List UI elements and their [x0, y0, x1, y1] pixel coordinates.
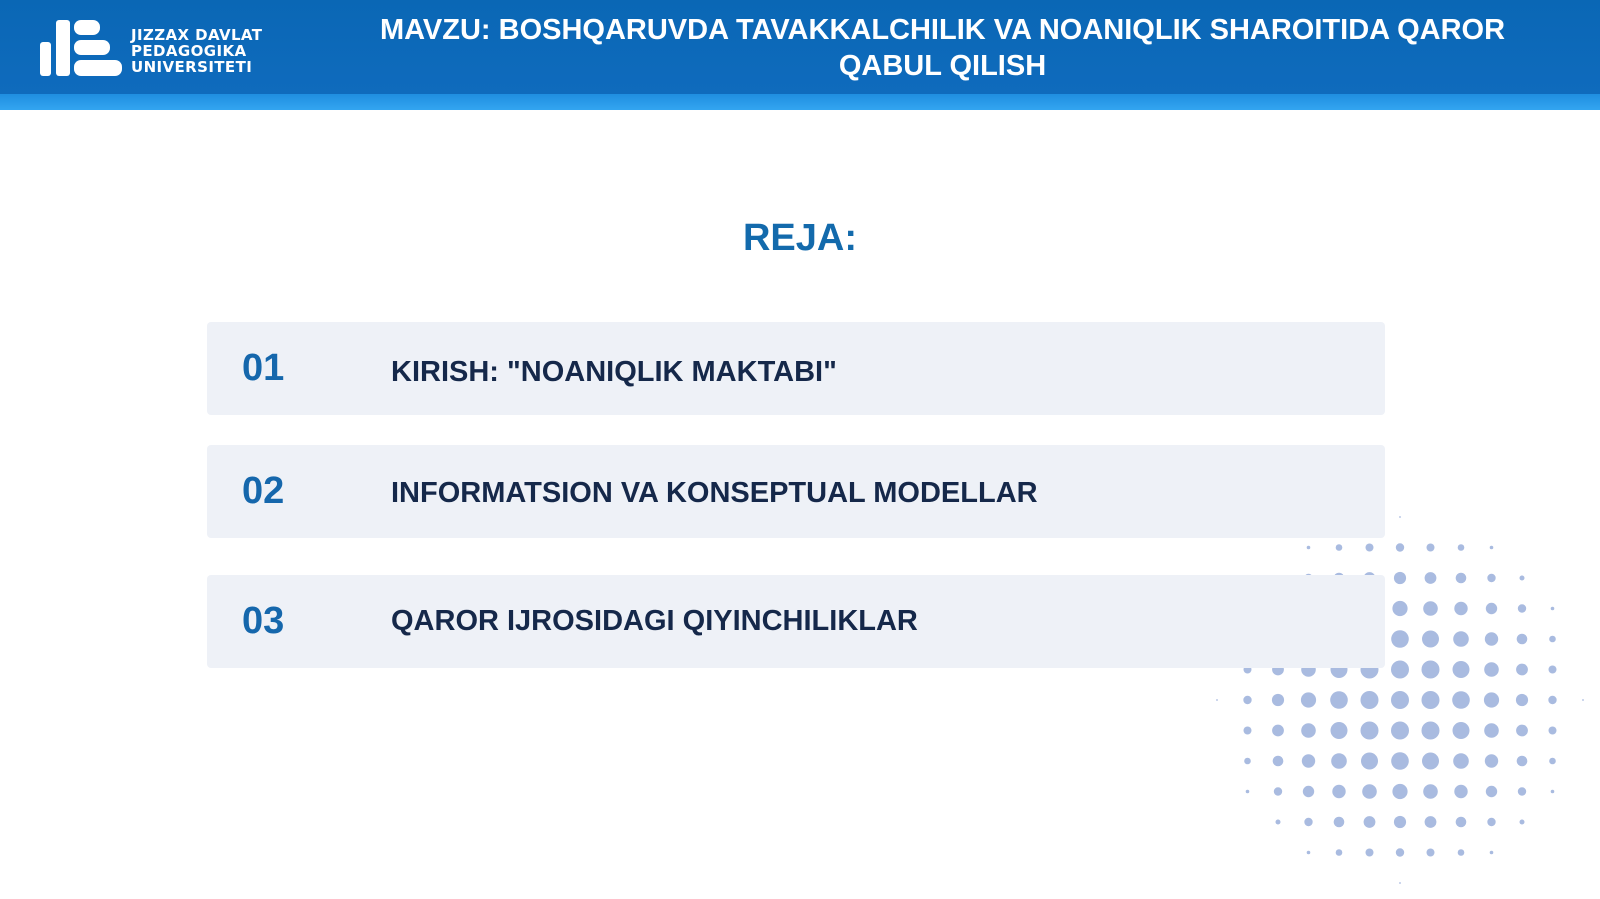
pattern-dot [1423, 784, 1438, 799]
pattern-dot [1246, 790, 1250, 794]
pattern-dot [1487, 574, 1495, 582]
logo-text [131, 27, 262, 75]
pattern-dot [1453, 722, 1470, 739]
plan-heading: REJA: [742, 217, 858, 259]
pattern-dot [1394, 816, 1406, 828]
pattern-dot [1518, 604, 1526, 612]
pattern-dot [1484, 723, 1499, 738]
plan-item-label: QAROR IJROSIDAGI QIYINCHILIKLAR [391, 605, 918, 637]
pattern-dot [1517, 634, 1528, 645]
pattern-dot [1549, 758, 1556, 765]
pattern-dot [1427, 544, 1435, 552]
pattern-dot [1364, 816, 1376, 828]
pattern-dot [1303, 786, 1314, 797]
pattern-dot [1486, 786, 1497, 797]
pattern-dot [1582, 699, 1584, 701]
plan-item-2 [207, 445, 1385, 538]
pattern-dot [1484, 662, 1499, 677]
pattern-dot [1244, 727, 1252, 735]
university-logo-icon [40, 18, 125, 78]
slide-title: MAVZU: BOSHQARUVDA TAVAKKALCHILIK VA NOANIQLIK SHAROITIDA QAROR QABUL QILISH [379, 14, 1506, 82]
header-accent-stripe [0, 94, 1600, 110]
pattern-dot [1391, 661, 1409, 679]
pattern-dot [1392, 601, 1407, 616]
pattern-dot [1484, 692, 1499, 707]
pattern-dot [1391, 752, 1409, 770]
plan-item-number: 03 [242, 600, 285, 642]
pattern-dot [1456, 573, 1467, 584]
pattern-dot [1452, 691, 1470, 709]
plan-item-3 [207, 575, 1385, 668]
pattern-dot [1331, 722, 1348, 739]
pattern-dot [1361, 753, 1378, 770]
pattern-dot [1391, 691, 1409, 709]
plan-item-label: INFORMATSION VA KONSEPTUAL MODELLAR [391, 477, 1038, 509]
pattern-dot [1486, 603, 1497, 614]
pattern-dot [1307, 851, 1311, 855]
pattern-dot [1392, 784, 1407, 799]
pattern-dot [1307, 546, 1311, 550]
pattern-dot [1453, 631, 1469, 647]
pattern-dot [1396, 848, 1404, 856]
pattern-dot [1456, 817, 1467, 828]
pattern-dot [1518, 787, 1526, 795]
pattern-dot [1391, 722, 1409, 740]
pattern-dot [1361, 722, 1379, 740]
pattern-dot [1454, 602, 1467, 615]
pattern-dot [1302, 754, 1315, 767]
pattern-dot [1520, 820, 1525, 825]
pattern-dot [1272, 694, 1284, 706]
pattern-dot [1330, 691, 1348, 709]
pattern-dot [1516, 725, 1528, 737]
pattern-dot [1520, 576, 1525, 581]
pattern-dot [1276, 820, 1281, 825]
pattern-dot [1336, 849, 1343, 856]
pattern-dot [1425, 816, 1437, 828]
plan-item-number: 02 [242, 470, 285, 512]
pattern-dot [1425, 572, 1437, 584]
pattern-dot [1243, 696, 1251, 704]
pattern-dot [1332, 785, 1345, 798]
logo-line-1: JIZZAX DAVLAT [131, 26, 263, 44]
pattern-dot [1487, 818, 1495, 826]
pattern-dot [1516, 664, 1528, 676]
pattern-dot [1399, 516, 1401, 518]
pattern-dot [1304, 818, 1312, 826]
pattern-dot [1274, 787, 1282, 795]
pattern-dot [1331, 753, 1347, 769]
pattern-dot [1422, 691, 1440, 709]
header-bar [0, 0, 1600, 94]
pattern-dot [1422, 661, 1440, 679]
pattern-dot [1548, 696, 1556, 704]
pattern-dot [1490, 546, 1494, 550]
pattern-dot [1423, 601, 1438, 616]
pattern-dot [1422, 753, 1439, 770]
pattern-dot [1517, 756, 1528, 767]
pattern-dot [1485, 754, 1498, 767]
pattern-dot [1458, 849, 1465, 856]
pattern-dot [1336, 544, 1343, 551]
university-logo [40, 18, 290, 78]
pattern-dot [1453, 753, 1469, 769]
pattern-dot [1458, 544, 1465, 551]
pattern-dot [1216, 699, 1218, 701]
pattern-dot [1453, 661, 1470, 678]
pattern-dot [1244, 758, 1251, 765]
pattern-dot [1273, 756, 1284, 767]
pattern-dot [1334, 817, 1345, 828]
pattern-dot [1490, 851, 1494, 855]
pattern-dot [1394, 572, 1406, 584]
pattern-dot [1366, 544, 1374, 552]
pattern-dot [1362, 784, 1377, 799]
pattern-dot [1396, 543, 1404, 551]
pattern-dot [1551, 607, 1555, 611]
pattern-dot [1422, 722, 1440, 740]
pattern-dot [1549, 666, 1557, 674]
pattern-dot [1427, 849, 1435, 857]
pattern-dot [1422, 631, 1439, 648]
pattern-dot [1516, 694, 1528, 706]
plan-item-number: 01 [242, 347, 285, 389]
pattern-dot [1549, 727, 1557, 735]
logo-line-3: UNIVERSITETI [131, 58, 253, 76]
pattern-dot [1485, 632, 1498, 645]
plan-item-label: KIRISH: "NOANIQLIK MAKTABI" [391, 356, 837, 388]
pattern-dot [1366, 849, 1374, 857]
pattern-dot [1454, 785, 1467, 798]
logo-line-2: PEDAGOGIKA [131, 42, 247, 60]
pattern-dot [1551, 790, 1555, 794]
dot-pattern-decoration [1215, 515, 1585, 885]
pattern-dot [1361, 691, 1379, 709]
pattern-dot [1301, 723, 1316, 738]
pattern-dot [1391, 630, 1409, 648]
plan-item-1 [207, 322, 1385, 415]
pattern-dot [1399, 882, 1401, 884]
pattern-dot [1272, 725, 1284, 737]
pattern-dot [1301, 692, 1316, 707]
pattern-dot [1549, 636, 1556, 643]
